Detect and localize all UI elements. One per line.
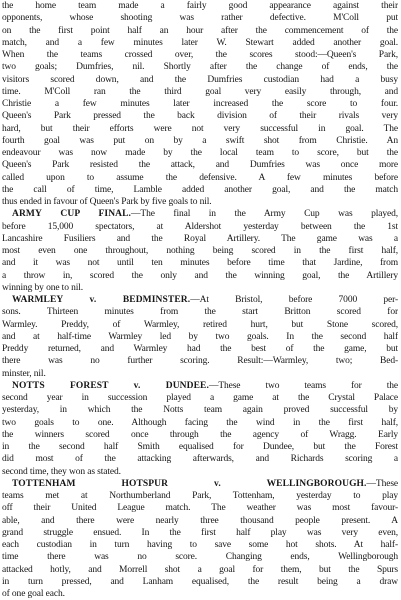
text-line: called upon to assume the defensive. A few minutes before [2,172,398,183]
text-line [2,208,398,220]
text-line: able, and there were nearly three thousand people present. A [2,515,398,526]
match-report-army-cup-final [2,208,398,294]
text-line: two goals to one. Although facing the wind in the first half, [2,417,398,428]
text-line-rest: —At Bristol, before 7000 per- [190,295,398,305]
text-line: thus ended in favour of Queen's Park by five goals to nil. [2,197,212,207]
text-line: before 15,000 spectators, at Aldershot yesterday between the 1st [2,221,398,232]
text-line: time. M'Coll ran the third goal very easily through, and [2,86,398,97]
match-report-warmley-bedminster [2,294,398,380]
match-report-notts-forest-dundee [2,380,398,478]
text-line: and it was not until ten minutes before time that Jardine, from [2,258,398,269]
text-line: second year in succession played a game at the Crystal Palace [2,393,398,403]
text-line: Queen's Park resisted the attack, and Dumfries was once more [2,160,398,171]
text-line: fourth goal was put on by a swift shot from Christie. An [2,135,398,146]
text-line: teams met at Northumberland Park, Tottenham, yesterday to play [2,491,398,501]
text-line: grand struggle ensued. In the first half play was very even, [2,527,398,538]
text-line: When the teams crossed over, the scores stood:—Queen's Park, [2,50,398,60]
text-line: each custodian in turn having to save some hot shots. At half- [2,540,398,550]
text-line: on the first point half an hour after the commencement of the [2,25,398,36]
section-heading: TOTTENHAM HOTSPUR v. WELLINGBOROUGH. [12,478,367,489]
match-report-tottenham-wellingborough [2,478,398,600]
text-line: hard, but their efforts were not very successful in goal. The [2,123,398,134]
text-line: second time, they won as stated. [2,466,121,477]
text-line: two goals; Dumfries, nil. Shortly after the change of ends, the [2,62,398,73]
text-line: off their United League match. The weather was most favour- [2,503,398,514]
text-line: Queen's Park pressed the back division of their rivals very [2,111,398,122]
text-line-rest: —These [366,478,398,489]
text-line: Warmley. Preddy, of Warmley, retired hurt, but Stone scored, [2,319,398,330]
text-line: most even one throughout, nothing being scored in the first half, [2,246,398,256]
text-line [2,380,398,392]
text-line-rest: —The final in the Army Cup was played, [131,209,398,220]
section-heading: WARMLEY v. BEDMINSTER. [12,295,191,305]
text-line: endeavour was now made by the local team to score, but the [2,148,398,158]
text-line: visitors scored down, and the Dumfries custodian had a busy [2,74,398,85]
text-line: match, and a few minutes later W. Stewart added another goal. [2,37,398,48]
text-line: opponents, whose shooting was rather defective. M'Coll put [2,13,398,24]
text-line: time there was no score. Changing ends, Wellingborough [2,552,398,563]
text-line: Lancashire Fusiliers and the Royal Artillery. The game was a [2,233,398,244]
section-heading: ARMY CUP FINAL. [12,209,132,220]
text-line: the home team made a fairly good appearance against their [2,1,398,11]
text-line: a throw in, scored the only and the winning goal, the Artillery [2,270,398,281]
text-line: minster, nil. [2,368,46,379]
text-line: the winners scored once through the agency of Wragg. Early [2,429,398,440]
text-line: in turn pressed, and Lanham equalised, the result being a draw [2,576,398,587]
text-line: sons. Thirteen minutes from the start Britton scored for [2,307,398,318]
section-heading: NOTTS FOREST v. DUNDEE. [12,380,209,391]
text-line [2,478,398,490]
text-line: the call of time, Lamble added another goal, and the match [2,184,398,195]
text-line: in the second half Smith equalised for Dundee, but the Forest [2,442,398,452]
text-line: there was no further scoring. Result:—Warmley, two; Bed- [2,356,398,367]
text-line: Christie a few minutes later increased the score to four. [2,99,398,109]
text-line [2,294,398,306]
text-line: of one goal each. [2,589,65,599]
text-line: yesterday, in which the Notts team again proved successful by [2,405,398,416]
text-line: winning by one to nil. [2,282,84,293]
text-line: and at half-time Warmley led by two goals. In the second half [2,331,398,342]
match-report-queens-park-dumfries [2,0,398,208]
text-line: attacked hotly, and Morrell shot a goal for them, but the Spurs [2,564,398,575]
text-line: did most of the attacking afterwards, and Richards scoring a [2,454,398,465]
text-line-rest: —These two teams for the [208,380,398,391]
text-line: Preddy returned, and Warmley had the best of the game, but [2,344,398,354]
